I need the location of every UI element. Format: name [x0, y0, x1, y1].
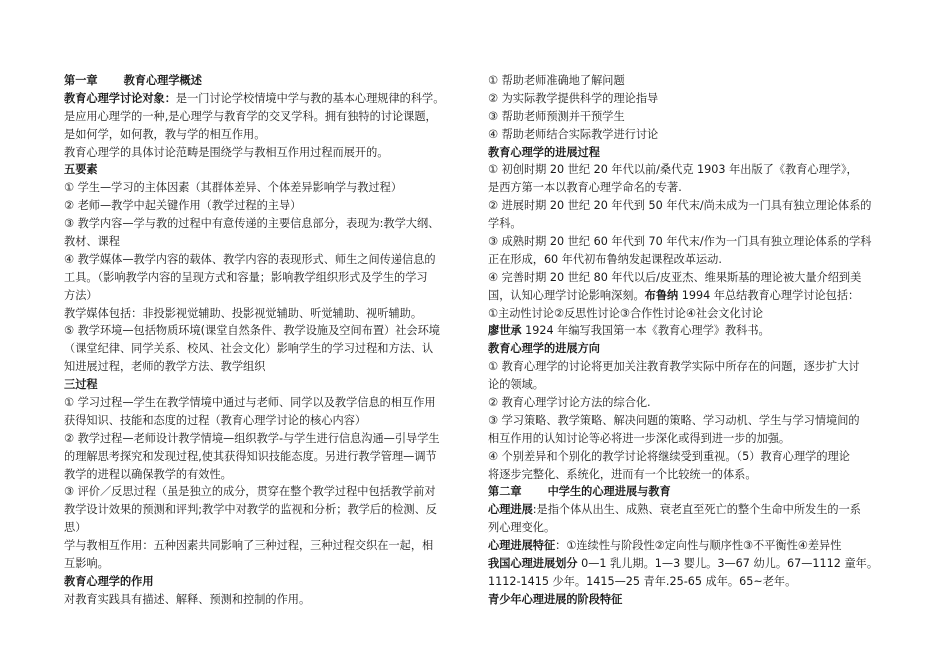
text-line [64, 555, 468, 573]
bold-text: 布鲁纳 [644, 288, 679, 302]
text-line [488, 90, 893, 108]
text-line [488, 358, 893, 376]
text-run: 是一门讨论学校情境中学与教的基本心理规律的科学。 [175, 91, 445, 105]
text-line [64, 144, 468, 162]
text-line [64, 305, 468, 323]
left-column [64, 72, 468, 609]
text-line [64, 519, 468, 537]
text-run: ④ 帮助老师结合实际教学进行讨论 [488, 127, 659, 141]
text-run: ③ 教学内容—学与教的过程中有意传递的主要信息部分，表现为:教学大纲、 [64, 217, 440, 231]
text-run: 1112-1415 少年。1415—25 青年.25-65 成年。65~老年。 [488, 574, 797, 588]
text-line [64, 108, 468, 126]
text-line [488, 215, 893, 233]
bold-text: 心理进展 [488, 503, 533, 517]
text-run: ：①连续性与阶段性②定向性与顺序性③不平衡性④差异性 [555, 539, 842, 553]
text-run: 1994 年总结教育心理学讨论包括： [678, 288, 860, 302]
text-run: 正在形成，60 年代初布鲁纳发起课程改革运动. [488, 252, 722, 266]
text-line [64, 215, 468, 233]
text-line [488, 448, 893, 466]
text-line [64, 287, 468, 305]
text-run: ② 为实际教学提供科学的理论指导 [488, 91, 659, 105]
bold-text: 教育心理学的进展过程 [488, 145, 600, 159]
text-run: ② 教育心理学讨论方法的综合化. [488, 396, 651, 410]
text-line [64, 340, 468, 358]
text-line [488, 466, 893, 484]
text-run: ⑤ 教学环境—包括物质环境(课堂自然条件、教学设施及空间布置）社会环境 [64, 324, 440, 338]
text-line [488, 322, 893, 340]
text-line [64, 448, 468, 466]
text-run: ③ 学习策略、教学策略、解决问题的策略、学习动机、学生与学习情境间的 [488, 413, 860, 427]
text-run: 获得知识、技能和态度的过程（教育心理学讨论的核心内容） [64, 413, 367, 427]
text-line [64, 161, 468, 179]
text-line [488, 591, 893, 609]
text-run: 的理解思考探究和发现过程,使其获得知识技能态度。另进行教学管理—调节 [64, 449, 437, 463]
bold-text: 第一章 [64, 74, 98, 87]
text-run: 学科。 [488, 217, 522, 231]
bold-text: 心理进展特征 [488, 539, 556, 553]
text-run: 是西方第一本以教育心理学命名的专著. [488, 181, 682, 195]
text-run: ③ 帮助老师预测并干预学生 [488, 109, 625, 123]
text-run: ① 初创时期 20 世纪 20 年代以前/桑代克 1903 年出版了《教育心理学》， [488, 163, 858, 177]
bold-text: 中学生的心理进展与教育 [547, 485, 671, 499]
text-line [64, 269, 468, 287]
text-run: 互影响。 [64, 557, 109, 571]
text-line [64, 72, 468, 90]
bold-text: 教育心理学的进展方向 [488, 342, 600, 356]
text-line [488, 501, 893, 519]
text-line [488, 161, 893, 179]
text-line [488, 555, 893, 573]
text-run: 是如何学，如何教，教与学的相互作用。 [64, 127, 266, 141]
text-run: ② 教学过程—老师设计教学情境—组织教学-与学生进行信息沟通—引导学生 [64, 431, 440, 445]
text-run: 相互作用的认知讨论等必将进一步深化或得到进一步的加强。 [488, 431, 791, 445]
text-line [488, 287, 893, 305]
text-line [488, 394, 893, 412]
text-line [488, 251, 893, 269]
text-line [488, 340, 893, 358]
text-run: 思） [64, 521, 87, 535]
text-line [64, 466, 468, 484]
text-run: ①主动性讨论②反思性讨论③合作性讨论④社会文化讨论 [488, 306, 764, 320]
text-run: 是应用心理学的一种,是心理学与教育学的交叉学科。拥有独特的讨论课题， [64, 109, 437, 123]
text-line [64, 394, 468, 412]
text-line [488, 305, 893, 323]
text-run: ④ 教学媒体—教学内容的载体、教学内容的表现形式、师生之间传递信息的 [64, 252, 436, 266]
text-line [64, 179, 468, 197]
text-run: :是指个体从出生、成熟、衰老直至死亡的整个生命中所发生的一系 [532, 503, 861, 517]
text-line [488, 412, 893, 430]
text-line [64, 591, 468, 609]
text-line [64, 412, 468, 430]
text-run: 国，认知心理学讨论影响深刻。 [488, 288, 645, 302]
text-line [488, 233, 893, 251]
text-line [488, 573, 893, 591]
bold-text: 教育心理学讨论对象： [64, 91, 176, 105]
text-run: 1924 年编写我国第一本《教育心理学》教科书。 [521, 324, 770, 338]
text-line [64, 322, 468, 340]
text-run: 对教育实践具有描述、解释、预测和控制的作用。 [64, 592, 311, 606]
bold-text: 教育心理学的作用 [64, 574, 154, 588]
bold-text: 五要素 [64, 163, 98, 177]
text-line [488, 144, 893, 162]
text-line [64, 197, 468, 215]
text-line [488, 179, 893, 197]
text-line [64, 126, 468, 144]
text-run: ① 教育心理学的讨论将更加关注教育教学实际中所存在的问题，逐步扩大讨 [488, 360, 860, 374]
text-line [488, 126, 893, 144]
bold-text: 青少年心理进展的阶段特征 [488, 592, 623, 606]
text-run: 将逐步完整化、系统化，进而有一个比较统一的体系。 [488, 467, 757, 481]
text-line [488, 430, 893, 448]
text-run: ① 帮助老师准确地了解问题 [488, 74, 625, 87]
text-run: ② 老师—教学中起关键作用（教学过程的主导） [64, 199, 302, 213]
text-run: 教学的进程以确保教学的有效性。 [64, 467, 232, 481]
bold-text: 廖世承 [488, 324, 522, 338]
text-run: 教育心理学的具体讨论范畴是围绕学与教相互作用过程而展开的。 [64, 145, 389, 159]
right-column [488, 72, 893, 609]
bold-text: 第二章 [488, 485, 522, 499]
text-line [488, 483, 893, 501]
text-run: 教学媒体包括：非投影视觉辅助、投影视觉辅助、听觉辅助、视听辅助。 [64, 306, 423, 320]
text-line [488, 537, 893, 555]
text-run: 教材、课程 [64, 235, 120, 249]
text-line [64, 90, 468, 108]
text-run: ① 学习过程—学生在教学情境中通过与老师、同学以及教学信息的相互作用 [64, 396, 436, 410]
text-line [64, 430, 468, 448]
text-run: 论的领域。 [488, 378, 544, 392]
text-run: （课堂纪律、同学关系、校风、社会文化）影响学生的学习过程和方法、认 [64, 342, 434, 356]
text-line [64, 376, 468, 394]
text-line [64, 358, 468, 376]
text-line [64, 573, 468, 591]
text-run: 列心理变化。 [488, 521, 556, 535]
text-run: ④ 个别差异和个别化的教学讨论将继续受到重视。（5）教育心理学的理论 [488, 449, 850, 463]
text-run: ④ 完善时期 20 世纪 80 年代以后/皮亚杰、维果斯基的理论被大量介绍到美 [488, 270, 862, 284]
text-run: ① 学生—学习的主体因素（其群体差异、个体差异影响学与教过程） [64, 181, 403, 195]
text-line [488, 197, 893, 215]
text-run: 知进展过程，老师的教学方法、教学组织 [64, 360, 266, 374]
text-run: 学与教相互作用：五种因素共同影响了三种过程，三种过程交织在一起，相 [64, 539, 434, 553]
text-line [64, 537, 468, 555]
text-line [488, 72, 893, 90]
text-line [488, 108, 893, 126]
text-run: ③ 评价／反思过程（虽是独立的成分，贯穿在整个教学过程中包括教学前对 [64, 485, 436, 499]
text-line [64, 251, 468, 269]
bold-text: 教育心理学概述 [123, 74, 202, 87]
text-run: ③ 成熟时期 20 世纪 60 年代到 70 年代末/作为一门具有独立理论体系的学科 [488, 235, 872, 249]
text-run: ② 进展时期 20 世纪 20 年代到 50 年代末/尚未成为一门具有独立理论体系的 [488, 199, 872, 213]
text-line [488, 269, 893, 287]
text-line [64, 501, 468, 519]
text-run: 0—1 乳儿期。1—3 婴儿。3—67 幼儿。67—1112 童年。 [577, 557, 879, 571]
bold-text: 我国心理进展划分 [488, 557, 578, 571]
text-line [488, 519, 893, 537]
text-run: 工具。（影响教学内容的呈现方式和容量；影响教学组织形式及学生的学习 [64, 270, 428, 284]
text-line [488, 376, 893, 394]
text-line [64, 233, 468, 251]
text-line [64, 483, 468, 501]
text-run: 教学设计效果的预测和评判;教学中对教学的监视和分析；教学后的检测、反 [64, 503, 437, 517]
bold-text: 三过程 [64, 378, 98, 392]
text-run: 方法） [64, 288, 98, 302]
